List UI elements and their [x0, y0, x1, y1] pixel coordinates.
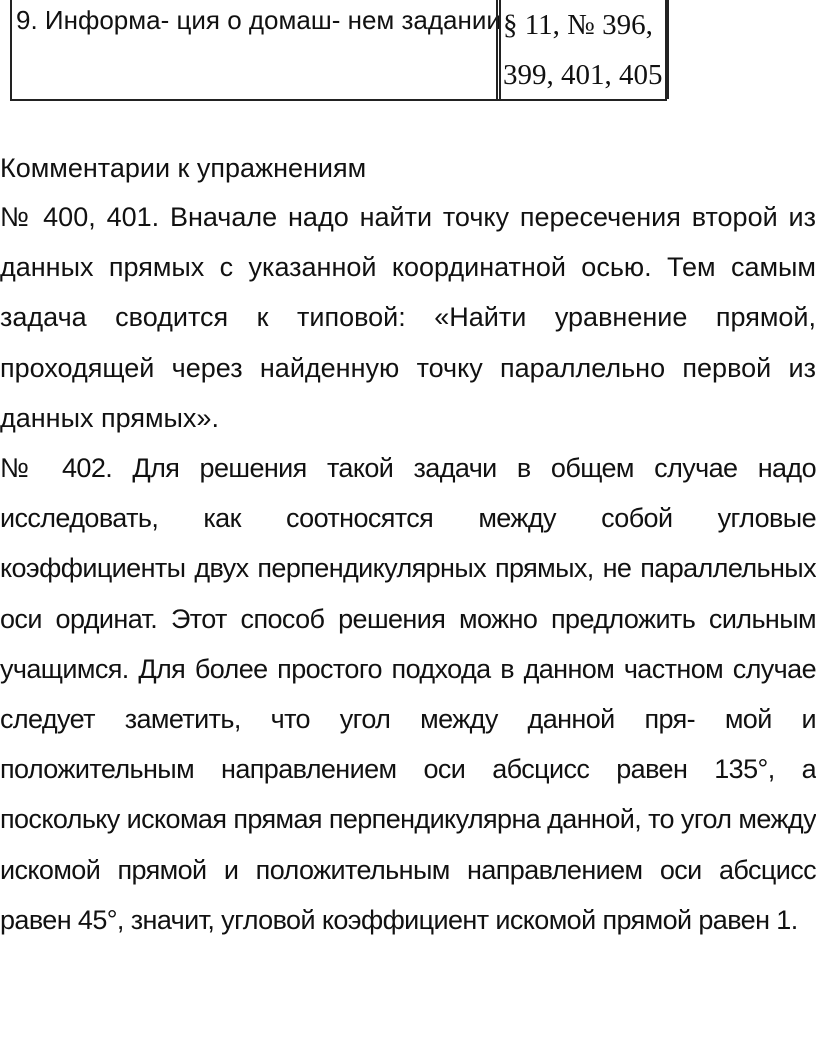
- homework-value-cell: [501, 0, 665, 99]
- comments-body: [0, 192, 816, 945]
- comment-paragraph-400-401: № 400, 401. Вначале надо найти точку пересечения второй из данных прямых с указанной координатной осью. Тем самым задача сводится к типовой: «Найти уравнение прямой, проходящей через найденную точку параллельно первой из данных прямых».: [0, 202, 816, 433]
- comment-paragraph-402: № 402. Для решения такой задачи в общем случае надо исследовать, как соотносятся между собой угловые коэффициенты двух перпендикулярных прямых, не параллельных оси ординат. Этот способ решения можно предложить сильным учащимся. Для более простого подхода в данном частном случае следует заметить, что угол между данной пря- мой и положительным направлением оси абсцисс равен 135°, а поскольку искомая прямая перпендикулярна данной, то угол между искомой прямой и положительным направлением оси абсцисс равен 45°, значит, угловой коэффициент искомой прямой равен 1.: [0, 453, 816, 935]
- homework-value-line-1: § 11, № 396,: [503, 9, 653, 41]
- homework-label-cell: 9. Информа- ция о домаш- нем задании: [16, 5, 501, 35]
- table-right-border: [665, 0, 669, 99]
- homework-table: [10, 0, 667, 101]
- homework-value-line-2: 399, 401, 405: [503, 59, 663, 91]
- comments-heading: Комментарии к упражнениям: [0, 153, 367, 183]
